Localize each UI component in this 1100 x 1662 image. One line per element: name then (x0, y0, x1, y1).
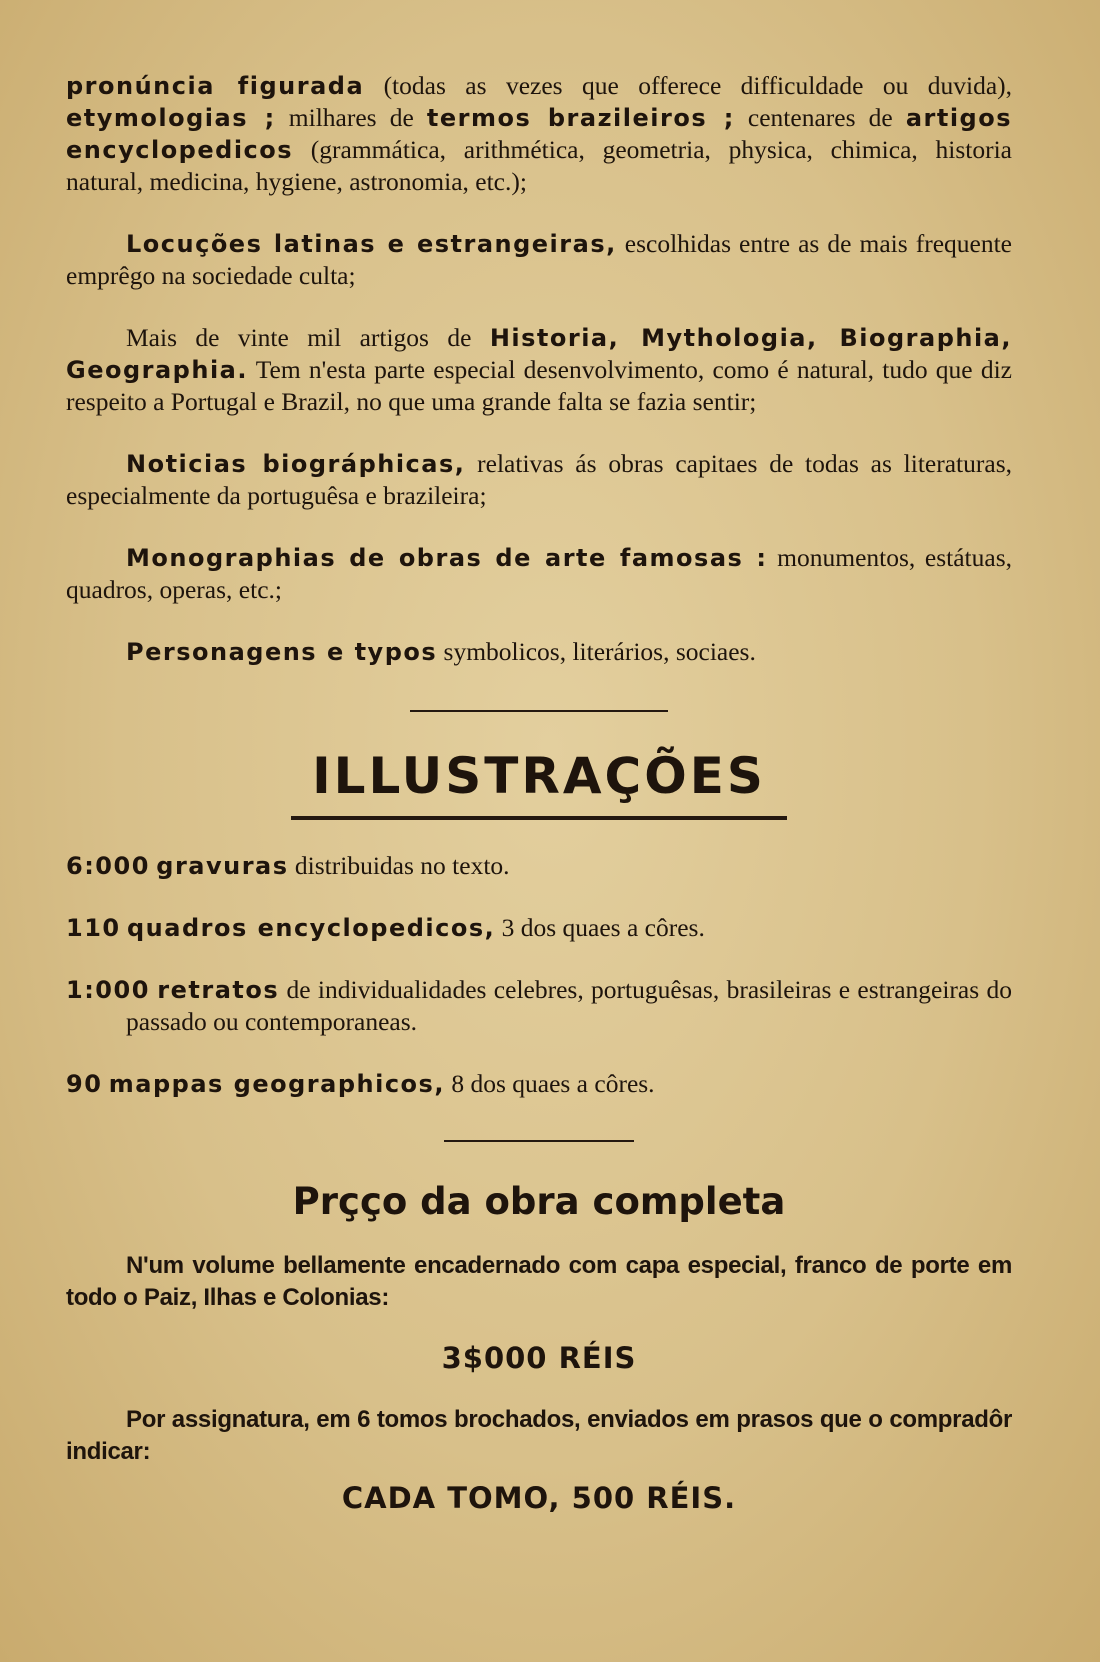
text: distribuidas no texto. (288, 851, 510, 880)
bold-term: Personagens e typos (126, 638, 438, 666)
paragraph-pronuncia (66, 70, 1012, 198)
bold-term: termos brazileiros ; (426, 104, 735, 132)
text: 8 dos quaes a côres. (444, 1069, 655, 1098)
paragraph-monographias (66, 542, 1012, 606)
subscription-price: CADA TOMO, 500 RÉIS. (341, 1481, 737, 1515)
bold-term: pronúncia figurada (66, 72, 365, 100)
list-item (66, 850, 1012, 882)
title-underline (291, 816, 787, 820)
subscription-description: Por assignatura, em 6 tomos brochados, enviados em prasos que o compradôr indicar: (66, 1406, 1012, 1465)
bold-term: Monographias de obras de arte famosas : (126, 544, 768, 572)
section-title-preco: Prҫço da obra completa (292, 1180, 786, 1223)
item-number: 90 (66, 1070, 103, 1098)
paragraph-personagens (66, 636, 1012, 668)
text: relativas ás obras capitaes de todas as literaturas, especialmente da portuguêsa e brazileira; (66, 449, 1012, 510)
divider (444, 1140, 634, 1142)
text: (todas as vezes que offerece difficuldade ou duvida), (364, 71, 1013, 100)
text: symbolicos, literários, sociaes. (437, 637, 756, 666)
bold-term: mappas geographicos, (108, 1070, 445, 1098)
text: monumentos, estátuas, quadros, operas, etc.; (66, 543, 1013, 604)
paragraph-historia (66, 322, 1012, 418)
text: milhares de (275, 103, 427, 132)
item-number: 6:000 (66, 852, 150, 880)
paragraph-noticias (66, 448, 1012, 512)
list-item (66, 974, 1012, 1038)
bold-term: Historia, Mythologia, Biographia, Geographia. (66, 324, 1012, 384)
text: centenares de (734, 103, 906, 132)
text: de individualidades celebres, portuguêsas, brasileiras e estrangeiras do passado ou contemporaneas. (126, 975, 1012, 1036)
bold-term: retratos (157, 976, 280, 1004)
item-number: 110 (66, 914, 121, 942)
text: Tem n'esta parte especial desenvolvimento, como é natural, tudo que diz respeito a Portugal e Brazil, no que uma grande falta se fazia sentir; (66, 355, 1012, 416)
bold-term: Noticias biográphicas, (126, 450, 466, 478)
document-page (66, 70, 1012, 1518)
volume-price: 3$000 RÉIS (441, 1341, 637, 1375)
illustrations-list (66, 850, 1012, 1100)
bold-term: gravuras (156, 852, 289, 880)
volume-description: N'um volume bellamente encadernado com capa especial, franco de porte em todo o Paiz, Ilhas e Colonias: (66, 1252, 1012, 1311)
text: Mais de vinte mil artigos de (126, 323, 490, 352)
bold-term: Locuções latinas e estrangeiras, (126, 230, 617, 258)
list-item (66, 912, 1012, 944)
divider (410, 710, 668, 712)
section-title-illustracoes: ILLUSTRAÇÕES (312, 747, 766, 805)
bold-term: quadros encyclopedicos, (126, 914, 496, 942)
paragraph-locucoes (66, 228, 1012, 292)
text: 3 dos quaes a côres. (495, 913, 705, 942)
bold-term: etymologias ; (66, 104, 276, 132)
bold-term: artigos encyclopedicos (66, 104, 1012, 164)
text: escolhidas entre as de mais frequente emprêgo na sociedade culta; (66, 229, 1012, 290)
list-item (66, 1068, 1012, 1100)
text: (grammática, arithmética, geometria, physica, chimica, historia natural, medicina, hygiene, astronomia, etc.); (66, 135, 1012, 196)
item-number: 1:000 (66, 976, 150, 1004)
